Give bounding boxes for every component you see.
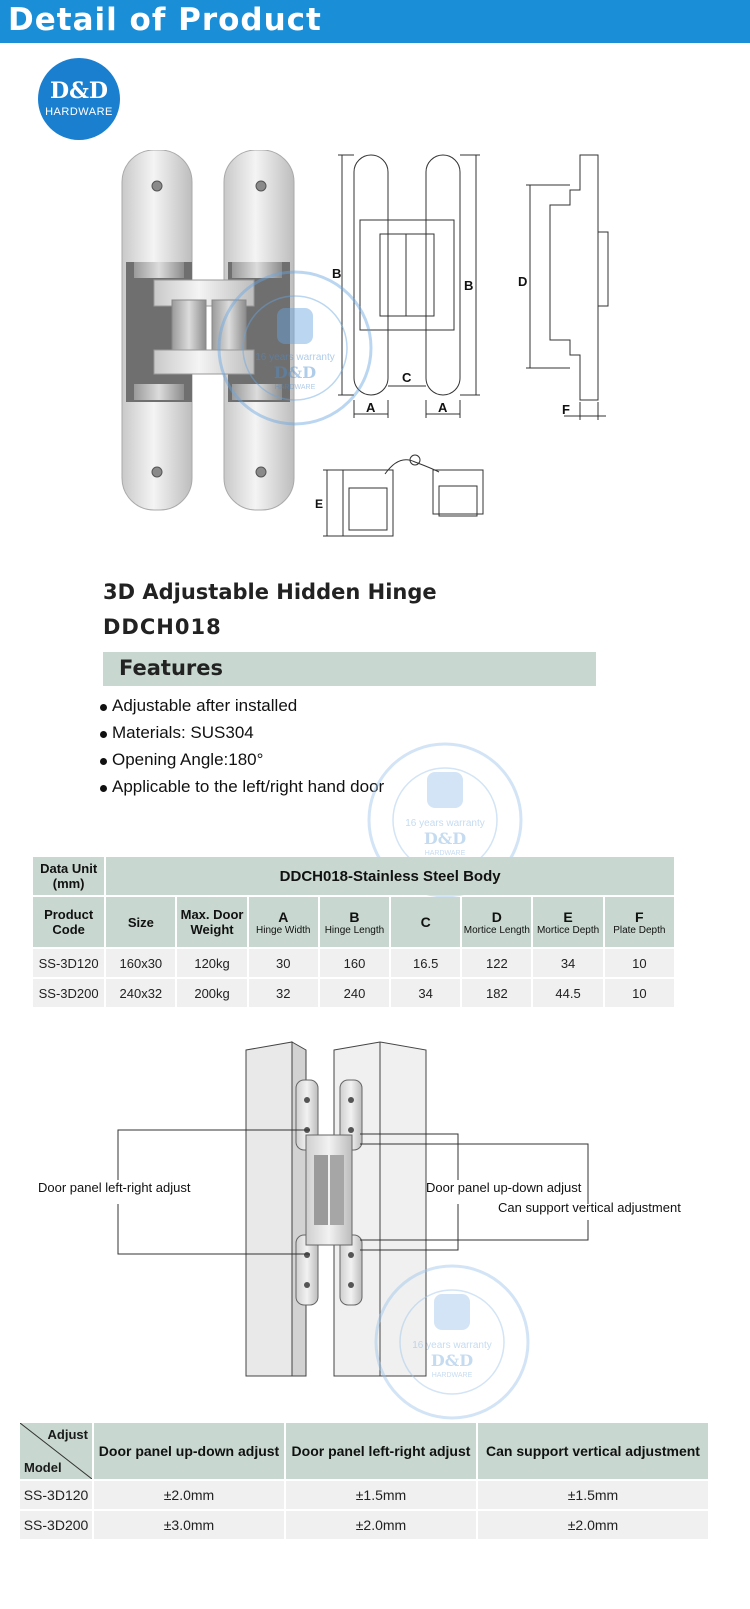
cell-weight: 120kg [177,949,246,977]
cell-d: 122 [462,949,531,977]
watermark-warranty-3: 16 years warranty [412,1340,492,1351]
th-size: Size [106,897,175,947]
table-row [33,979,674,1007]
cell-size: 160x30 [106,949,175,977]
th-a-desc: Hinge Width [256,924,311,936]
features-list [98,693,384,801]
th-e [533,897,602,947]
cell-b: 240 [320,979,389,1007]
watermark-brand-1: D&D [273,363,317,382]
watermark-stamp-1 [215,268,375,428]
th-c [391,897,460,947]
th-d-letter: D [491,908,502,925]
features-heading: Features [119,656,223,680]
table-row [20,1511,708,1539]
cell-up-down: ±3.0mm [94,1511,284,1539]
cell-vertical: ±1.5mm [478,1481,708,1509]
dim-label-a-left: A [366,400,376,415]
features-heading-bar [103,652,596,686]
feature-item: Adjustable after installed [98,693,384,720]
cell-model: SS-3D200 [20,1511,92,1539]
cell-code: SS-3D200 [33,979,104,1007]
cell-vertical: ±2.0mm [478,1511,708,1539]
th-e-desc: Mortice Depth [536,924,600,936]
corner-adjust-label: Adjust [47,1427,88,1442]
dim-label-b-right: B [464,278,474,293]
page-title: Detail of Product [8,2,322,38]
cell-f: 10 [605,979,674,1007]
logo-main-text: D&D [49,78,109,104]
watermark-brand-sub-1: HARDWARE [274,384,316,391]
th-b-desc: Hinge Length [324,924,385,936]
th-f-letter: F [635,908,644,925]
feature-item: Materials: SUS304 [98,720,384,747]
feature-item: Opening Angle:180° [98,747,384,774]
data-unit-cell: Data Unit (mm) [33,857,104,895]
cell-model: SS-3D120 [20,1481,92,1509]
th-a-letter: A [278,908,289,925]
th-product-code: Product Code [33,897,104,947]
logo-sub-text: HARDWARE [45,106,113,118]
dim-label-f: F [562,402,570,417]
cell-e: 44.5 [533,979,602,1007]
watermark-brand-3: D&D [430,1351,474,1370]
cell-left-right: ±2.0mm [286,1511,476,1539]
callout-left-right: Door panel left-right adjust [38,1180,191,1195]
callout-up-down: Door panel up-down adjust [426,1180,582,1195]
watermark-warranty-1: 16 years warranty [255,352,335,363]
th-c-letter: C [420,914,431,930]
th-e-letter: E [563,908,573,925]
th-d [462,897,531,947]
cell-e: 34 [533,949,602,977]
th-f [605,897,674,947]
callout-vertical: Can support vertical adjustment [498,1200,681,1215]
th-vertical: Can support vertical adjustment [478,1423,708,1479]
dim-label-b-left: B [332,266,342,281]
cell-a: 30 [249,949,318,977]
watermark-stamp-3 [372,1262,532,1422]
dim-label-e: E [315,497,324,511]
product-name: 3D Adjustable Hidden Hinge [103,580,437,604]
th-b [320,897,389,947]
cell-c: 16.5 [391,949,460,977]
th-up-down: Door panel up-down adjust [94,1423,284,1479]
cell-code: SS-3D120 [33,949,104,977]
cell-weight: 200kg [177,979,246,1007]
cell-c: 34 [391,979,460,1007]
th-d-desc: Mortice Length [463,924,530,936]
th-left-right: Door panel left-right adjust [286,1423,476,1479]
top-view-drawing [315,448,495,540]
dim-label-a-right: A [438,400,448,415]
cell-f: 10 [605,949,674,977]
body-title-cell: DDCH018-Stainless Steel Body [106,857,674,895]
cell-d: 182 [462,979,531,1007]
dim-label-d: D [518,274,528,289]
cell-left-right: ±1.5mm [286,1481,476,1509]
dim-label-c: C [402,370,412,385]
th-f-desc: Plate Depth [613,924,666,936]
cell-size: 240x32 [106,979,175,1007]
adjust-table [18,1421,710,1541]
watermark-brand-sub-3: HARDWARE [431,1372,473,1379]
side-view-drawing [510,150,610,422]
cell-b: 160 [320,949,389,977]
cell-up-down: ±2.0mm [94,1481,284,1509]
table-row [20,1481,708,1509]
brand-logo [38,58,120,140]
watermark-brand-2: D&D [423,829,467,848]
corner-model-label: Model [24,1460,62,1475]
watermark-warranty-2: 16 years warranty [405,818,485,829]
feature-item: Applicable to the left/right hand door [98,774,384,801]
product-code: DDCH018 [103,615,222,639]
spec-table [31,855,676,1009]
th-max-weight: Max. Door Weight [177,897,246,947]
th-b-letter: B [349,908,360,925]
corner-cell [20,1423,92,1479]
header-bar [0,0,750,43]
watermark-brand-sub-2: HARDWARE [424,850,466,857]
th-a [249,897,318,947]
cell-a: 32 [249,979,318,1007]
table-row [33,949,674,977]
